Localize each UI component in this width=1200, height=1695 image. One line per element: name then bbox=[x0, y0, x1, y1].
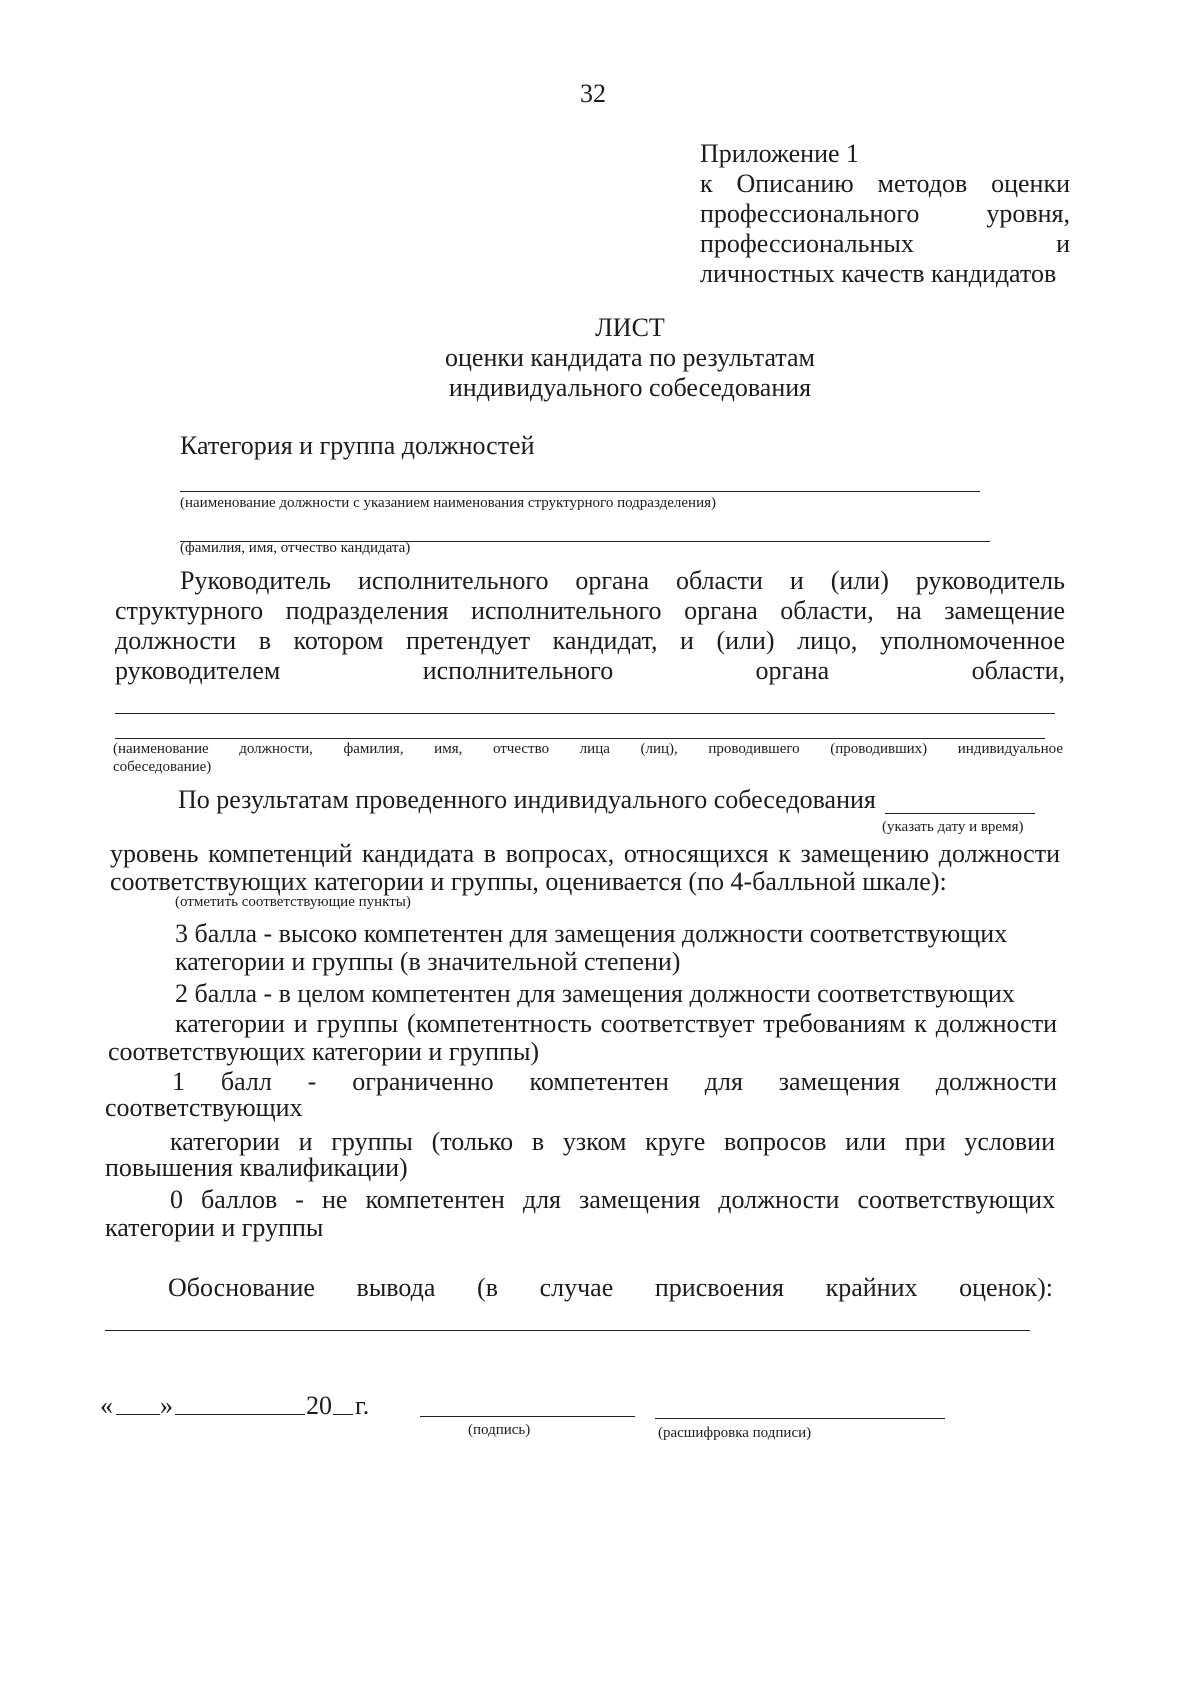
appendix-title: Приложение 1 bbox=[700, 139, 860, 168]
score-3-line-1: 3 балла - высоко компетентен для замещения должности соответствующих bbox=[175, 919, 1008, 948]
head-para-line-4: руководителем исполнительного органа области, bbox=[115, 656, 1065, 685]
form-subtitle-1: оценки кандидата по результатам bbox=[445, 343, 815, 372]
score-1-line-4: повышения квалификации) bbox=[105, 1153, 408, 1182]
score-2-line-1: 2 балла - в целом компетентен для замещения должности соответствующих bbox=[175, 979, 1015, 1008]
form-title: ЛИСТ bbox=[595, 313, 665, 342]
year-suffix: г. bbox=[355, 1391, 370, 1420]
month-fill-line[interactable] bbox=[175, 1414, 305, 1415]
head-fill-line-1[interactable] bbox=[115, 713, 1055, 714]
candidate-caption: (фамилия, имя, отчество кандидата) bbox=[180, 540, 411, 556]
date-caption: (указать дату и время) bbox=[882, 819, 1024, 835]
head-caption-line-1: (наименование должности, фамилия, имя, отчество лица (лиц), проводившего (проводивших) индивидуальное bbox=[113, 741, 1063, 757]
score-1-line-1: 1 балл - ограниченно компетентен для замещения должности bbox=[172, 1067, 1057, 1096]
score-2-line-2: категории и группы (компетентность соответствует требованиям к должности bbox=[175, 1009, 1057, 1038]
head-para-line-1: Руководитель исполнительного органа области и (или) руководитель bbox=[180, 566, 1065, 595]
signature-caption: (подпись) bbox=[468, 1422, 531, 1438]
score-0-line-2: категории и группы bbox=[105, 1213, 324, 1242]
score-2-line-3: соответствующих категории и группы) bbox=[108, 1037, 540, 1066]
year-fill-line[interactable] bbox=[333, 1414, 353, 1415]
date-open-quote: « bbox=[100, 1391, 113, 1420]
head-para-line-3: должности в котором претендует кандидат, и (или) лицо, уполномоченное bbox=[115, 626, 1065, 655]
head-para-line-2: структурного подразделения исполнительного органа области, на замещение bbox=[115, 596, 1065, 625]
results-intro: По результатам проведенного индивидуального собеседования bbox=[178, 785, 876, 814]
page-number: 32 bbox=[580, 79, 606, 108]
decoding-caption: (расшифровка подписи) bbox=[658, 1425, 812, 1441]
score-1-line-3: категории и группы (только в узком круге вопросов или при условии bbox=[170, 1127, 1055, 1156]
score-3-line-2: категории и группы (в значительной степени) bbox=[175, 947, 681, 976]
date-close-quote: » bbox=[160, 1391, 173, 1420]
year-prefix: 20 bbox=[306, 1391, 332, 1420]
appendix-line-3: профессиональных и bbox=[700, 229, 1070, 258]
appendix-line-2: профессионального уровня, bbox=[700, 199, 1070, 228]
results-line-3: соответствующих категории и группы, оценивается (по 4-балльной шкале): bbox=[110, 867, 947, 896]
position-fill-line[interactable] bbox=[180, 491, 980, 492]
category-label: Категория и группа должностей bbox=[180, 431, 535, 460]
results-line-2: уровень компетенций кандидата в вопросах, относящихся к замещению должности bbox=[110, 839, 1060, 868]
justification-label: Обоснование вывода (в случае присвоения крайних оценок): bbox=[168, 1273, 1053, 1302]
head-caption-line-2: собеседование) bbox=[113, 759, 212, 775]
decoding-fill-line[interactable] bbox=[655, 1418, 945, 1419]
appendix-line-1: к Описанию методов оценки bbox=[700, 169, 1070, 198]
signature-fill-line[interactable] bbox=[420, 1416, 635, 1417]
head-fill-line-2[interactable] bbox=[115, 738, 1045, 739]
form-subtitle-2: индивидуального собеседования bbox=[448, 373, 812, 402]
justification-fill-line[interactable] bbox=[105, 1330, 1030, 1331]
position-caption: (наименование должности с указанием наименования структурного подразделения) bbox=[180, 495, 716, 511]
date-fill-line[interactable] bbox=[885, 813, 1035, 814]
mark-caption: (отметить соответствующие пункты) bbox=[175, 894, 411, 910]
score-0-line-1: 0 баллов - не компетентен для замещения должности соответствующих bbox=[170, 1185, 1055, 1214]
appendix-line-4: личностных качеств кандидатов bbox=[700, 259, 1057, 288]
score-1-line-2: соответствующих bbox=[105, 1093, 303, 1122]
day-fill-line[interactable] bbox=[116, 1414, 160, 1415]
